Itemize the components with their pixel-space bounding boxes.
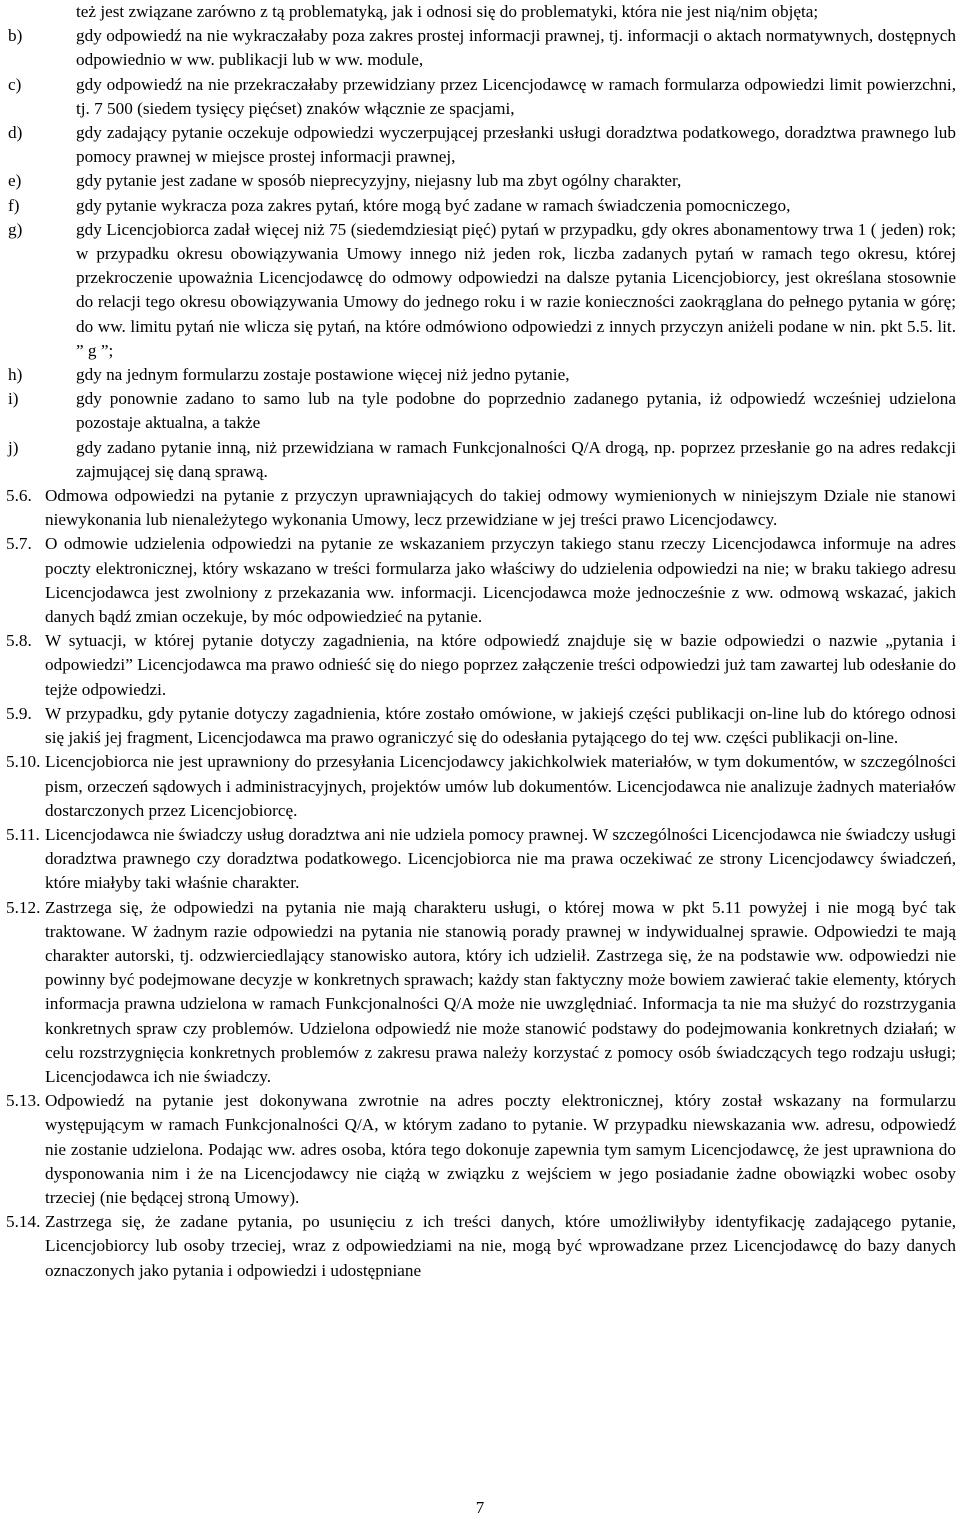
- section-number: 5.11.: [6, 824, 40, 844]
- section-text: Zastrzega się, że zadane pytania, po usunięciu z ich treści danych, które umożliwiłyby identyfikację zadającego pytanie, Licencjobiorcy lub osoby trzeciej, wraz z odpowiedziami na nie, mogą być wprowadzane przez Licencjodawcę do bazy danych oznaczonych jako pytania i odpowiedzi i udostępniane: [45, 1212, 956, 1280]
- item-text: gdy na jednym formularzu zostaje postawione więcej niż jedno pytanie,: [76, 365, 570, 385]
- section-text: Odpowiedź na pytanie jest dokonywana zwrotnie na adres poczty elektronicznej, który został wskazany na formularzu występującym w ramach Funkcjonalności Q/A, w którym zadano to pytanie. W przypadku niewskazania ww. adresu, odpowiedź nie zostanie udzielona. Podając ww. adres osoba, która tego dokonuje zapewnia tym samym Licencjodawcę, że jest uprawniona do dysponowania nim i że na Licencjodawcy nie ciążą w związku z wejściem w jego posiadanie żadne obowiązki wobec osoby trzeciej (nie będącej stroną Umowy).: [45, 1091, 956, 1207]
- section-5-12: [6, 896, 956, 1090]
- item-text: gdy zadano pytanie inną, niż przewidziana w ramach Funkcjonalności Q/A drogą, np. poprzez przesłanie go na adres redakcji zajmującej się daną sprawą.: [76, 437, 956, 481]
- section-5-6: [6, 484, 956, 532]
- document-body: [6, 0, 956, 1283]
- list-item-i: [6, 387, 956, 435]
- list-item-h: [6, 363, 956, 387]
- section-number: 5.8.: [6, 631, 32, 651]
- section-number: 5.7.: [6, 534, 32, 554]
- section-5-9: [6, 702, 956, 750]
- item-text: gdy zadający pytanie oczekuje odpowiedzi wyczerpującej przesłanki usługi doradztwa podatkowego, doradztwa prawnego lub pomocy prawnej w miejsce prostej informacji prawnej,: [76, 123, 956, 167]
- item-marker: g): [8, 219, 23, 239]
- paragraph-text: też jest związane zarówno z tą problematyką, jak i odnosi się do problematyki, która nie jest nią/nim objęta;: [76, 2, 819, 21]
- section-number: 5.13.: [6, 1091, 41, 1111]
- item-marker: e): [8, 171, 22, 191]
- item-marker: f): [8, 195, 20, 215]
- section-number: 5.12.: [6, 897, 41, 917]
- section-text: Zastrzega się, że odpowiedzi na pytania nie mają charakteru usługi, o której mowa w pkt 5.11 powyżej i nie mogą być tak traktowane. W żadnym razie odpowiedzi na pytania nie stanowią porady prawnej w indywidualnej sprawie. Odpowiedzi te mają charakter autorski, tj. odzwierciedlający stanowisko autora, który ich udzielił. Zastrzega się, że na podstawie ww. odpowiedzi nie powinny być podejmowane decyzje w konkretnych sprawach; każdy stan faktyczny może bowiem zawierać takie elementy, których informacja prawna udzielona w ramach Funkcjonalności Q/A może nie uwzględniać. Informacja ta nie ma służyć do rozstrzygania konkretnych spraw czy problemów. Udzielona odpowiedź nie może stanowić podstawy do podejmowania konkretnych działań; w celu rozstrzygnięcia konkretnych problemów z zakresu prawa należy korzystać z pomocy osób świadczących tego rodzaju usługi; Licencjodawca ich nie świadczy.: [45, 897, 956, 1086]
- section-text: Odmowa odpowiedzi na pytanie z przyczyn uprawniających do takiej odmowy wymienionych w niniejszym Dziale nie stanowi niewykonania lub nienależytego wykonania Umowy, lecz przewidziane w jej treści prawo Licencjodawcy.: [45, 486, 956, 530]
- item-marker: i): [8, 389, 19, 409]
- item-text: gdy odpowiedź na nie przekraczałaby przewidziany przez Licencjodawcę w ramach formularza odpowiedzi limit powierzchni, tj. 7 500 (siedem tysięcy pięćset) znaków włącznie ze spacjami,: [76, 74, 956, 118]
- list-item-c: [6, 73, 956, 121]
- list-item-d: [6, 121, 956, 169]
- item-text: gdy pytanie wykracza poza zakres pytań, które mogą być zadane w ramach świadczenia pomocniczego,: [76, 195, 791, 215]
- page-number: 7: [475, 1498, 485, 1517]
- list-item-j: [6, 436, 956, 484]
- item-text: gdy odpowiedź na nie wykraczałaby poza zakres prostej informacji prawnej, tj. informacji o aktach normatywnych, dostępnych odpowiednio w ww. publikacji lub w ww. module,: [76, 26, 956, 70]
- item-marker: b): [8, 26, 23, 46]
- item-text: gdy Licencjobiorca zadał więcej niż 75 (siedemdziesiąt pięć) pytań w przypadku, gdy okres abonamentowy trwa 1 ( jeden) rok; w przypadku okresu obowiązywania Umowy innego niż jeden rok, liczba zadanych pytań w ramach tego okresu, której przekroczenie upoważnia Licencjodawcę do odmowy odpowiedzi na dalsze pytania Licencjobiorcy, jest określana stosownie do relacji tego okresu obowiązywania Umowy do jednego roku i w razie konieczności zaokrąglana do pełnego pytania w górę; do ww. limitu pytań nie wlicza się pytań, na które odmówiono odpowiedzi z innych przyczyn aniżeli podane w nin. pkt 5.5. lit. ” g ”;: [76, 219, 956, 360]
- section-text: O odmowie udzielenia odpowiedzi na pytanie ze wskazaniem przyczyn takiego stanu rzeczy Licencjodawca informuje na adres poczty elektronicznej, który wskazano w treści formularza jako właściwy do udzielenia odpowiedzi na nie; w braku takiego adresu Licencjodawca jest zwolniony z przekazania ww. informacji. Licencjodawca może jednocześnie z ww. odmową wskazać, jakich danych bądź zmian oczekuje, by móc odpowiedzieć na pytanie.: [45, 534, 956, 627]
- list-item-b: [6, 24, 956, 72]
- section-text: Licencjobiorca nie jest uprawniony do przesyłania Licencjodawcy jakichkolwiek materiałów, w tym dokumentów, w szczególności pism, orzeczeń sądowych i administracyjnych, projektów umów lub dokumentów. Licencjodawca nie analizuje żadnych materiałów dostarczonych przez Licencjobiorcę.: [45, 752, 956, 820]
- item-text: gdy ponownie zadano to samo lub na tyle podobne do poprzednio zadanego pytania, iż odpowiedź wcześniej udzielona pozostaje aktualna, a także: [76, 389, 956, 433]
- list-item-f: [6, 194, 956, 218]
- section-5-13: [6, 1089, 956, 1210]
- section-5-14: [6, 1210, 956, 1283]
- section-5-8: [6, 629, 956, 702]
- section-text: W przypadku, gdy pytanie dotyczy zagadnienia, które zostało omówione, w jakiejś części publikacji on-line lub do którego odnosi się jakiś jej fragment, Licencjodawca ma prawo ograniczyć się do odesłania pytającego do tej ww. części publikacji on-line.: [45, 703, 956, 748]
- item-marker: d): [8, 123, 23, 143]
- item-marker: j): [8, 437, 19, 457]
- section-5-10: [6, 750, 956, 823]
- section-number: 5.14.: [6, 1212, 41, 1232]
- item-marker: c): [8, 74, 22, 94]
- item-text: gdy pytanie jest zadane w sposób nieprecyzyjny, niejasny lub ma zbyt ogólny charakter,: [76, 171, 682, 191]
- section-number: 5.9.: [6, 703, 32, 723]
- list-item-g: [6, 218, 956, 363]
- section-text: Licencjodawca nie świadczy usług doradztwa ani nie udziela pomocy prawnej. W szczególności Licencjodawca nie świadczy usługi doradztwa prawnego czy doradztwa podatkowego. Licencjobiorca nie ma prawa oczekiwać ze strony Licencjodawcy świadczeń, które miałyby taki właśnie charakter.: [45, 824, 956, 893]
- section-5-7: [6, 532, 956, 629]
- section-number: 5.10.: [6, 752, 41, 772]
- section-number: 5.6.: [6, 486, 32, 506]
- continued-paragraph: [6, 0, 956, 24]
- item-marker: h): [8, 365, 23, 385]
- list-item-e: [6, 169, 956, 193]
- section-text: W sytuacji, w której pytanie dotyczy zagadnienia, na które odpowiedź znajduje się w bazie odpowiedzi o nazwie „pytania i odpowiedzi” Licencjodawca ma prawo odnieść się do niego poprzez załączenie treści odpowiedzi już tam zawartej lub odesłanie do tejże odpowiedzi.: [45, 631, 956, 699]
- section-5-11: [6, 823, 956, 896]
